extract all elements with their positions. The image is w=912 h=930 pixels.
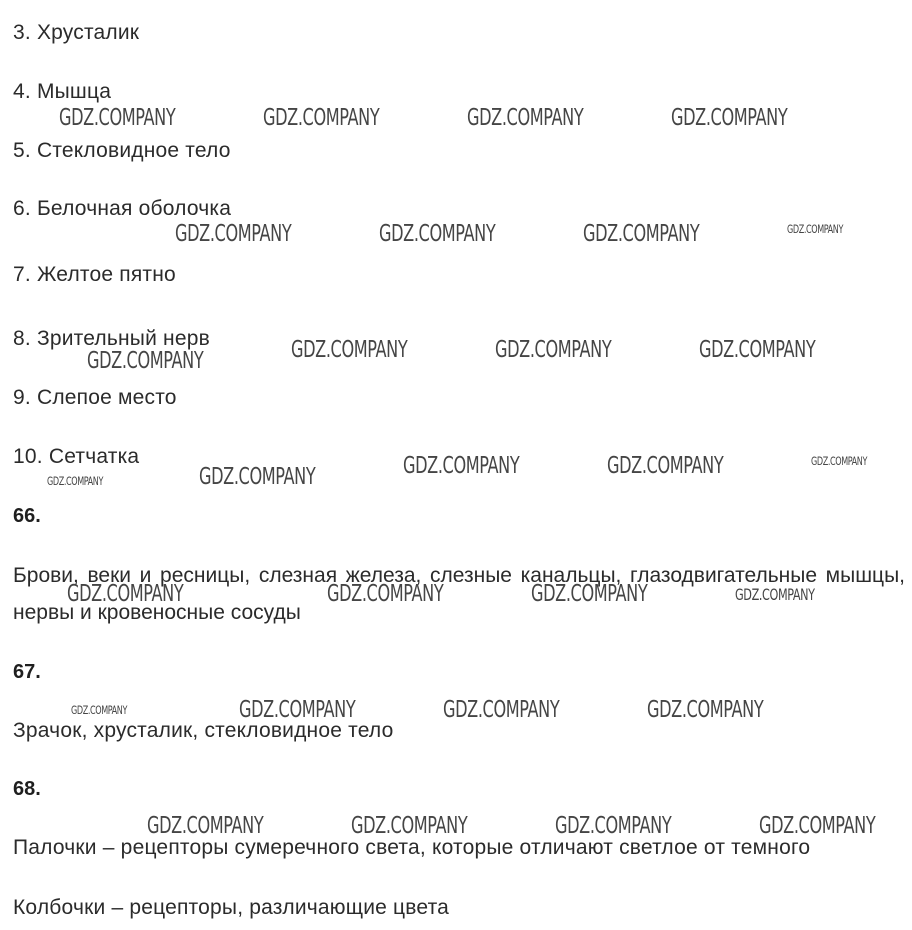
- watermark: GDZ.COMPANY: [443, 697, 560, 723]
- watermark: GDZ.COMPANY: [291, 337, 408, 363]
- section-number: 68.: [13, 778, 41, 800]
- watermark: GDZ.COMPANY: [759, 813, 876, 839]
- section-number: 67.: [13, 661, 41, 683]
- watermark: GDZ.COMPANY: [699, 337, 816, 363]
- list-item: 3. Хрусталик: [13, 21, 140, 44]
- watermark: GDZ.COMPANY: [811, 454, 868, 468]
- watermark: GDZ.COMPANY: [403, 453, 520, 479]
- watermark: GDZ.COMPANY: [239, 697, 356, 723]
- answer-text: Зрачок, хрусталик, стекловидное тело: [13, 719, 394, 742]
- watermark: GDZ.COMPANY: [175, 221, 292, 247]
- watermark: GDZ.COMPANY: [71, 703, 128, 717]
- watermark: GDZ.COMPANY: [607, 453, 724, 479]
- answer-text: Палочки – рецепторы сумеречного света, которые отличают светлое от темного: [13, 836, 811, 859]
- list-item: 4. Мышца: [13, 80, 112, 103]
- answer-text: Колбочки – рецепторы, различающие цвета: [13, 896, 450, 919]
- list-item: 10. Сетчатка: [13, 445, 140, 468]
- watermark: GDZ.COMPANY: [263, 105, 380, 131]
- watermark: GDZ.COMPANY: [67, 581, 184, 607]
- list-item: 9. Слепое место: [13, 386, 177, 409]
- watermark: GDZ.COMPANY: [735, 585, 815, 604]
- watermark: GDZ.COMPANY: [495, 337, 612, 363]
- watermark: GDZ.COMPANY: [671, 105, 788, 131]
- watermark: GDZ.COMPANY: [531, 581, 648, 607]
- watermark: GDZ.COMPANY: [555, 813, 672, 839]
- watermark: GDZ.COMPANY: [467, 105, 584, 131]
- watermark: GDZ.COMPANY: [647, 697, 764, 723]
- list-item: 8. Зрительный нерв: [13, 327, 210, 350]
- watermark: GDZ.COMPANY: [379, 221, 496, 247]
- watermark: GDZ.COMPANY: [351, 813, 468, 839]
- watermark: GDZ.COMPANY: [327, 581, 444, 607]
- watermark: GDZ.COMPANY: [47, 474, 104, 488]
- answer-text: Брови, веки и ресницы, слезная железа, слезные канальцы, глазодвигательные мышцы, нервы и кровеносные сосуды: [13, 564, 905, 624]
- watermark: GDZ.COMPANY: [147, 813, 264, 839]
- watermark: GDZ.COMPANY: [87, 348, 204, 374]
- section-number: 66.: [13, 505, 41, 527]
- watermark: GDZ.COMPANY: [59, 105, 176, 131]
- watermark: GDZ.COMPANY: [199, 464, 316, 490]
- list-item: 5. Стекловидное тело: [13, 139, 231, 162]
- watermark: GDZ.COMPANY: [583, 221, 700, 247]
- watermark: GDZ.COMPANY: [787, 222, 844, 236]
- list-item: 6. Белочная оболочка: [13, 197, 232, 220]
- list-item: 7. Желтое пятно: [13, 263, 176, 286]
